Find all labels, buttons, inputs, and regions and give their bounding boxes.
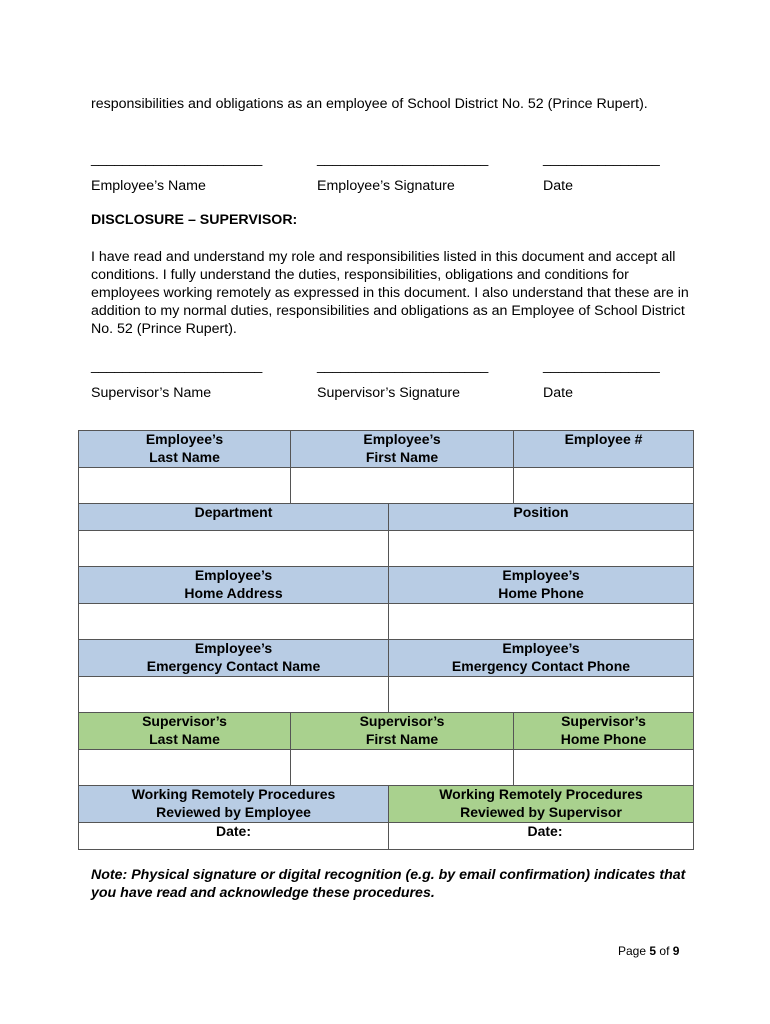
supervisor-name-line: ______________________ [91,357,263,373]
emergency-contact-phone-field[interactable] [389,677,694,713]
position-header: Position [389,504,694,531]
reviewed-by-supervisor-header: Working Remotely Procedures Reviewed by Supervisor [389,786,694,823]
supervisor-disclosure-heading: DISCLOSURE – SUPERVISOR: [91,212,298,228]
supervisor-signature-label: Supervisor’s Signature [317,385,461,401]
reviewed-by-employee-header: Working Remotely Procedures Reviewed by Employee [79,786,389,823]
supervisor-date-label: Date [543,385,573,401]
employee-review-date-field[interactable] [79,823,389,850]
position-field[interactable] [389,531,694,567]
employee-signature-line: ______________________ [317,150,489,166]
home-address-header: Employee’s Home Address [79,567,389,604]
emp-first-name-header: Employee’s First Name [291,431,514,468]
sup-first-name-field[interactable] [291,750,514,786]
supervisor-disclosure-paragraph: I have read and understand my role and responsibilities listed in this document and accept all conditions. I fully understand the duties, responsibilities, obligations and conditions for employees working remotely as expressed in this document. I also understand that these are in addition to my normal duties, responsibilities and obligations as an Employee of School District No. 52 (Prince Rupert). [91,249,689,337]
employee-name-label: Employee’s Name [91,178,206,194]
supervisor-signature-line: ______________________ [317,357,489,373]
signature-note: Note: Physical signature or digital recognition (e.g. by email confirmation) indicates that you have read and acknowledge these procedures. [91,867,686,901]
home-phone-header: Employee’s Home Phone [389,567,694,604]
emp-last-name-header: Employee’s Last Name [79,431,291,468]
department-field[interactable] [79,531,389,567]
emergency-contact-phone-header: Employee’s Emergency Contact Phone [389,640,694,677]
supervisor-review-date-label: Date: [527,823,563,839]
employee-date-line: _______________ [543,150,660,166]
emp-number-field[interactable] [514,468,694,504]
supervisor-review-date-field[interactable] [389,823,694,850]
intro-paragraph: responsibilities and obligations as an employee of School District No. 52 (Prince Rupert). [91,96,648,112]
sup-home-phone-field[interactable] [514,750,694,786]
sup-last-name-field[interactable] [79,750,291,786]
home-phone-field[interactable] [389,604,694,640]
sup-first-name-header: Supervisor’s First Name [291,713,514,750]
employee-info-form [78,430,694,850]
employee-date-label: Date [543,178,573,194]
home-address-field[interactable] [79,604,389,640]
emp-number-header: Employee # [514,431,694,468]
emp-first-name-field[interactable] [291,468,514,504]
sup-last-name-header: Supervisor’s Last Name [79,713,291,750]
department-header: Department [79,504,389,531]
employee-signature-label: Employee’s Signature [317,178,455,194]
sup-home-phone-header: Supervisor’s Home Phone [514,713,694,750]
emergency-contact-name-header: Employee’s Emergency Contact Name [79,640,389,677]
emergency-contact-name-field[interactable] [79,677,389,713]
supervisor-name-label: Supervisor’s Name [91,385,212,401]
employee-review-date-label: Date: [215,823,251,839]
page-number: Page 5 of 9 [618,944,680,958]
emp-last-name-field[interactable] [79,468,291,504]
employee-name-line: ______________________ [91,150,263,166]
supervisor-date-line: _______________ [543,357,660,373]
